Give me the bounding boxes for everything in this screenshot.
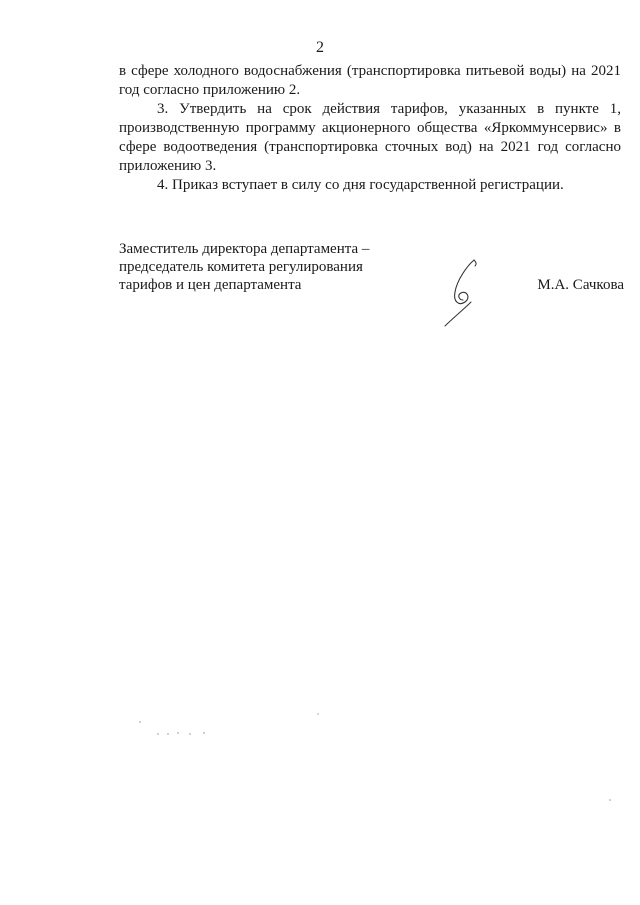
signer-title-line-2: председатель комитета регулирования [119,259,363,275]
paragraph-continuation: в сфере холодного водоснабжения (транспортировка питьевой воды) на 2021 год согласно приложению 2. [119,63,621,98]
scan-artifact-dot [608,798,612,802]
paragraph-item-4: 4. Приказ вступает в силу со дня государственной регистрации. [157,177,564,193]
signature-block [119,240,624,330]
signer-title-line-1: Заместитель директора департамента – [119,241,370,257]
handwritten-signature [441,258,491,328]
signer-name: М.А. Сачкова [537,277,624,293]
document-body [119,62,621,195]
page-number: 2 [316,39,324,56]
signer-title [119,240,369,294]
scan-artifact-dots [138,712,338,742]
paragraph-item-3: 3. Утвердить на срок действия тарифов, указанных в пункте 1, производственную программу акционерного общества «Яркоммунсервис» в сфере водоотведения (транспортировка сточных вод) на 2021 год согласно приложению 3. [119,101,621,174]
signer-title-line-3: тарифов и цен департамента [119,277,302,293]
